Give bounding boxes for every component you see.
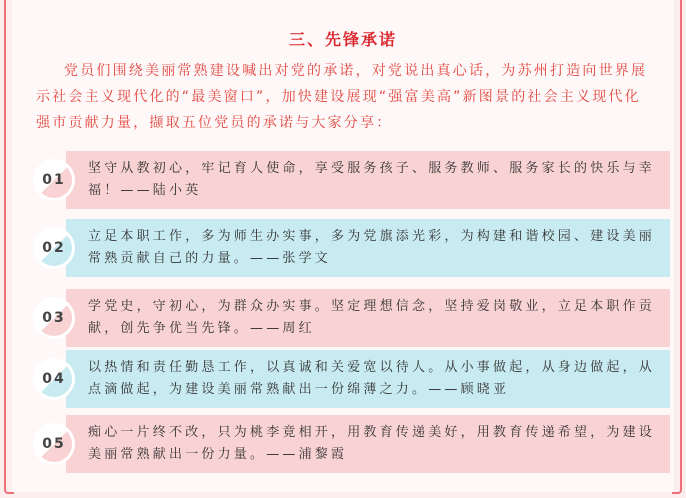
pledge-text: 以热情和责任勤恳工作，以真诚和关爱宽以待人。从小事做起，从身边做起，从点滴做起，为建设美丽常熟献出一份绵薄之力。——顾晓亚 — [88, 360, 656, 397]
pledge-text: 学党史，守初心，为群众办实事。坚定理想信念，坚持爱岗敬业，立足本职作贡献，创先争优当先锋。——周红 — [88, 299, 656, 336]
pledge-number-badge: 03 — [36, 300, 72, 336]
pledge-text: 痴心一片终不改，只为桃李竟相开，用教育传递美好，用教育传递希望，为建设美丽常熟献出一份力量。——浦黎霞 — [88, 425, 656, 462]
pledge-text: 立足本职工作，多为师生办实事，多为党旗添光彩，为构建和谐校园、建设美丽常熟贡献自己的力量。——张学文 — [88, 229, 656, 266]
intro-paragraph: 党员们围绕美丽常熟建设喊出对党的承诺，对党说出真心话，为苏州打造向世界展示社会主义现代化的“最美窗口”，加快建设展现“强富美高”新图景的社会主义现代化强市贡献力量，撷取五位党员的承诺与大家分享： — [36, 63, 648, 131]
pledge-number-badge: 05 — [36, 426, 72, 462]
pledge-number-badge: 04 — [36, 361, 72, 397]
pledge-number-badge: 02 — [36, 230, 72, 266]
pledge-number-badge: 01 — [36, 162, 72, 198]
pledge-item-1 — [36, 151, 670, 209]
section-heading: 三、先锋承诺 — [288, 30, 397, 49]
pledge-item-2 — [36, 219, 670, 277]
pledge-text: 坚守从教初心，牢记育人使命，享受服务孩子、服务教师、服务家长的快乐与幸福！——陆小英 — [88, 161, 656, 198]
pledge-item-5 — [36, 415, 670, 473]
pledge-item-3 — [36, 289, 670, 347]
pledge-item-4 — [36, 350, 670, 408]
